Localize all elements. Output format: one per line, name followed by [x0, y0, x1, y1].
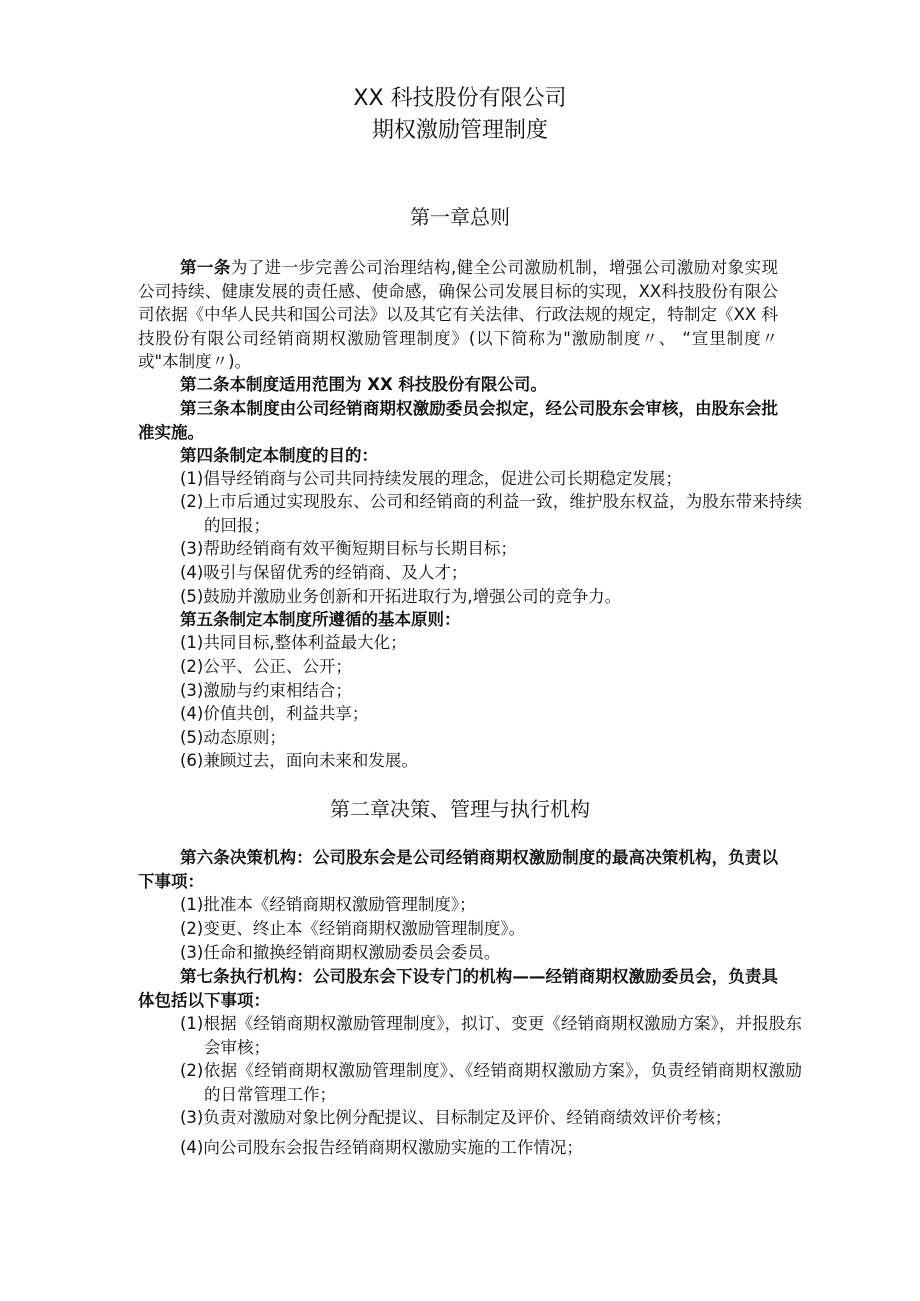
list-item: (3)帮助经销商有效平衡短期目标与长期目标；: [180, 539, 517, 558]
list-item: (5)动态原则；: [180, 728, 286, 747]
list-item: (2)变更、终止本《经销商期权激励管理制度》。: [180, 919, 526, 938]
article-6: 第六条决策机构：公司股东会是公司经销商期权激励制度的最高决策机构，负责以下事项：: [138, 848, 778, 891]
list-item: (2)公平、公正、公开；: [180, 657, 352, 676]
chapter-2-heading: 第二章决策、管理与执行机构: [330, 797, 590, 821]
article-1: [138, 256, 778, 374]
article-1-text: 为了进一步完善公司治理结构,健全公司激励机制，增强公司激励对象实现公司持续、健康发展的责任感、使命感，确保公司发展目标的实现，XX科技股份有限公司依据《中华人民共和国公司法》以及其它有关法律、行政法规的规定，特制定《XX 科技股份有限公司经销商期权激励管理制度》(以下简称为"激励制度〃、 “宣里制度〃或"本制度〃)。: [138, 258, 779, 371]
list-item: (3)负责对激励对象比例分配提议、目标制定及评价、经销商绩效评价考核；: [180, 1108, 732, 1127]
document-title-company: XX 科技股份有限公司: [353, 86, 567, 111]
article-3: 第三条本制度由公司经销商期权激励委员会拟定，经公司股东会审核，由股东会批准实施。: [138, 399, 778, 442]
list-item: (4)吸引与保留优秀的经销商、及人才；: [180, 563, 468, 582]
document-title-regulation: 期权激励管理制度: [371, 118, 548, 143]
article-4-heading: 第四条制定本制度的目的：: [180, 446, 378, 465]
list-item: (4)价值共创，利益共享；: [180, 704, 369, 723]
list-item: (3)激励与约束相结合；: [180, 681, 352, 700]
article-1-label: 第一条: [180, 258, 231, 277]
list-item: (3)任命和撤换经销商期权激励委员会委员。: [180, 943, 501, 962]
list-item: (2)依据《经销商期权激励管理制度》、《经销商期权激励方案》，负责经销商期权激励的日常管理工作；: [180, 1061, 802, 1104]
list-item: (2)上市后通过实现股东、公司和经销商的利益一致，维护股东权益，为股东带来持续的回报；: [180, 492, 802, 535]
list-item: (1)共同目标,整体利益最大化；: [180, 633, 407, 652]
article-2: 第二条本制度适用范围为 XX 科技股份有限公司。: [180, 375, 547, 394]
list-item: (1)批准本《经销商期权激励管理制度》；: [180, 895, 476, 914]
list-item: (1)倡导经销商与公司共同持续发展的理念，促进公司长期稳定发展；: [180, 469, 682, 488]
chapter-1-heading: 第一章总则: [410, 205, 510, 229]
list-item: (1)根据《经销商期权激励管理制度》，拟订、变更《经销商期权激励方案》，并报股东会审核；: [180, 1014, 802, 1057]
list-item: (5)鼓励并激励业务创新和开拓进取行为,增强公司的竞争力。: [180, 587, 622, 606]
article-5-heading: 第五条制定本制度所遵循的基本原则：: [180, 610, 461, 629]
list-item: (4)向公司股东会报告经销商期权激励实施的工作情况；: [180, 1138, 583, 1157]
list-item: (6)兼顾过去，面向未来和发展。: [180, 751, 418, 770]
article-7: 第七条执行机构：公司股东会下设专门的机构——经销商期权激励委员会，负责具体包括以下事项：: [138, 967, 778, 1010]
